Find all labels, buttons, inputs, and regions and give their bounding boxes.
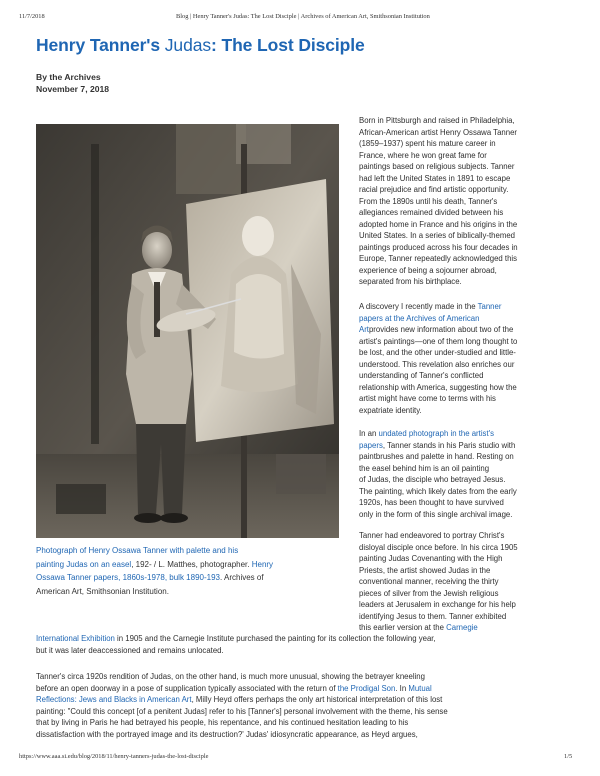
p5-line: Tanner's circa 1920s rendition of Judas, on the other hand, is much more unusual, showing the betrayer kneeling bbox=[36, 672, 425, 681]
print-date: 11/7/2018 bbox=[19, 13, 45, 20]
p3-line: paintbrushes and palette in hand. Resting on bbox=[359, 452, 514, 461]
p4-line: Tanner had endeavored to portray Christ's bbox=[359, 531, 505, 540]
p2-text: A discovery I recently made in the bbox=[359, 302, 478, 311]
p1-line: experience of being a sojourner abroad, bbox=[359, 265, 497, 275]
p2-line: expatriate identity. bbox=[359, 405, 422, 415]
p5-line bbox=[36, 694, 596, 706]
p1-line: France, where he won great fame for bbox=[359, 150, 487, 160]
tanner-studio-photo bbox=[36, 124, 339, 538]
article-title bbox=[36, 35, 365, 56]
p4-line: conventional manner, receiving the thirty bbox=[359, 577, 499, 586]
p1-line: paintings produced across his four decades in bbox=[359, 242, 518, 252]
p5-line bbox=[36, 683, 596, 695]
mutual-reflections-link-cont[interactable]: Reflections: Jews and Blacks in American Art bbox=[36, 695, 192, 704]
p1-line: allegiances remained divided between his bbox=[359, 208, 504, 217]
p5-text: , Milly Heyd offers perhaps the only art historical interpretation of this lost bbox=[191, 695, 443, 704]
paragraph-4-continued bbox=[36, 633, 596, 656]
paragraph-3 bbox=[359, 428, 589, 520]
p1-line: Born in Pittsburgh and raised in Philadelphia, bbox=[359, 116, 515, 125]
p4-line: pieces of silver from the Jewish religious bbox=[359, 588, 499, 598]
print-url: https://www.aaa.si.edu/blog/2018/11/henry-tanners-judas-the-lost-disciple bbox=[19, 753, 209, 760]
p2-line: relationship with America, suggesting how the bbox=[359, 382, 517, 392]
p2-line: artist might have come to terms with his bbox=[359, 394, 496, 403]
p1-line: Europe, Tanner repeatedly acknowledged this bbox=[359, 254, 518, 263]
title-part-3: : The Lost Disciple bbox=[210, 35, 365, 55]
p3-line bbox=[359, 428, 589, 440]
p2-line bbox=[359, 301, 589, 313]
p4-line: disloyal disciple once before. In his circa 1905 bbox=[359, 542, 518, 552]
p1-line: separated from his birthplace. bbox=[359, 277, 462, 286]
p2-text: provides new information about two of the bbox=[368, 325, 514, 334]
p1-line: African-American artist Henry Ossawa Tanner bbox=[359, 127, 518, 137]
mutual-reflections-link[interactable]: Mutual bbox=[408, 683, 432, 693]
print-page-title: Blog | Henry Tanner's Judas: The Lost Disciple | Archives of American Art, Smithsonian Institution bbox=[176, 13, 430, 20]
p3-line: the easel behind him is an oil painting bbox=[359, 463, 490, 473]
carnegie-link-cont[interactable]: International Exhibition bbox=[36, 634, 115, 643]
p3-line: The painting, which likely dates from the early bbox=[359, 486, 517, 496]
byline-block bbox=[36, 71, 109, 95]
caption-papers-link-cont[interactable]: Ossawa Tanner papers, 1860s-1978, bulk 1890-193 bbox=[36, 573, 220, 582]
photo-caption bbox=[36, 544, 341, 598]
print-page-number: 1/5 bbox=[564, 753, 573, 760]
p2-line: understanding of Tanner's conflicted bbox=[359, 371, 484, 380]
caption-photographer: , 192- / L. Matthes, photographer. bbox=[131, 559, 252, 569]
p5-line: that by living in Paris he had betrayed his people, his repentance, and his continued hesitation leading to his bbox=[36, 718, 409, 727]
p1-line: adopted home in France and his origins in the bbox=[359, 219, 518, 229]
title-part-judas: Judas bbox=[164, 35, 211, 55]
caption-line-1 bbox=[36, 544, 341, 558]
caption-papers-link[interactable]: Henry bbox=[251, 559, 274, 569]
p2-line: understood. This revelation also enriches our bbox=[359, 359, 515, 369]
byline-author: By the Archives bbox=[36, 72, 101, 82]
undated-photo-link[interactable]: undated photograph in the artist's bbox=[378, 429, 495, 438]
p1-line: (1859–1937) spent his mature career in bbox=[359, 139, 496, 148]
p3-text: In an bbox=[359, 429, 379, 438]
p1-line: United States. In a series of biblically-themed bbox=[359, 231, 516, 240]
p4-line bbox=[359, 622, 589, 634]
p5-text: . In bbox=[395, 683, 409, 693]
undated-photo-link-cont[interactable]: papers bbox=[359, 440, 383, 450]
prodigal-son-link[interactable]: the Prodigal Son bbox=[337, 683, 396, 693]
p3-line: only in the form of this single archival image. bbox=[359, 509, 513, 519]
p4-line: leaders at Jerusalem in exchange for his help bbox=[359, 600, 516, 609]
paragraph-5 bbox=[36, 671, 596, 740]
p3-line bbox=[359, 440, 589, 452]
p5-line: dissatisfaction with the portrayed image and its destruction?' Judas' idiosyncratic appearance, as Heyd argues, bbox=[36, 729, 418, 739]
tanner-papers-link-cont[interactable]: papers at the Archives of American bbox=[359, 313, 480, 323]
caption-photo-link-cont[interactable]: painting Judas on an easel bbox=[36, 559, 132, 569]
caption-line-2 bbox=[36, 558, 341, 572]
p2-line: be lost, and the other under-studied and little- bbox=[359, 348, 516, 357]
tanner-papers-link-end[interactable]: Art bbox=[359, 325, 369, 334]
caption-line-3 bbox=[36, 571, 341, 585]
paragraph-1 bbox=[359, 115, 589, 288]
p5-line: painting: "Could this concept [of a penitent Judas] refer to his [Tanner's] personal involvement with the theme, his sense bbox=[36, 706, 448, 716]
p3-line: of Judas, the disciple who betrayed Jesus. bbox=[359, 475, 506, 484]
p1-line: had left the United States in 1891 to escape bbox=[359, 173, 511, 183]
paragraph-2 bbox=[359, 301, 589, 416]
paragraph-4 bbox=[359, 530, 589, 634]
p5-text: before an open doorway in a pose of supplication typically associated with the return of bbox=[36, 683, 338, 693]
caption-photo-link[interactable]: Photograph of Henry Ossawa Tanner with palette and his bbox=[36, 546, 239, 555]
p1-line: racial prejudice and find artistic opportunity. bbox=[359, 185, 509, 194]
p2-line bbox=[359, 313, 589, 325]
caption-line-4: American Art, Smithsonian Institution. bbox=[36, 586, 169, 596]
tanner-papers-link[interactable]: Tanner bbox=[477, 302, 502, 311]
p3-line: 1920s, has been thought to have survived bbox=[359, 498, 504, 507]
carnegie-link[interactable]: Carnegie bbox=[446, 623, 478, 632]
p1-line: From the 1890s until his death, Tanner's bbox=[359, 196, 498, 206]
p4-text: this earlier version at the bbox=[359, 623, 447, 632]
p1-line: paintings based on religious subjects. Tanner bbox=[359, 162, 515, 171]
p4-line bbox=[36, 633, 596, 645]
p3-text: , Tanner stands in his Paris studio with bbox=[382, 440, 516, 450]
p4-text: in 1905 and the Carnegie Institute purchased the painting for its collection the following year, bbox=[114, 634, 436, 643]
p4-line: Priests, the artist showed Judas in the bbox=[359, 565, 491, 575]
p2-line bbox=[359, 324, 589, 336]
caption-archives-of: . Archives of bbox=[219, 573, 264, 582]
byline-date: November 7, 2018 bbox=[36, 84, 110, 94]
p4-line: painting Judas Covenanting with the High bbox=[359, 554, 503, 563]
p4-line: but it was later deaccessioned and remains unlocated. bbox=[36, 645, 224, 655]
p2-line: artist's paintings—one of them long thought to bbox=[359, 336, 518, 346]
title-part-1: Henry Tanner's bbox=[36, 35, 165, 55]
p4-line: identifying Jesus to them. Tanner exhibited bbox=[359, 611, 507, 621]
